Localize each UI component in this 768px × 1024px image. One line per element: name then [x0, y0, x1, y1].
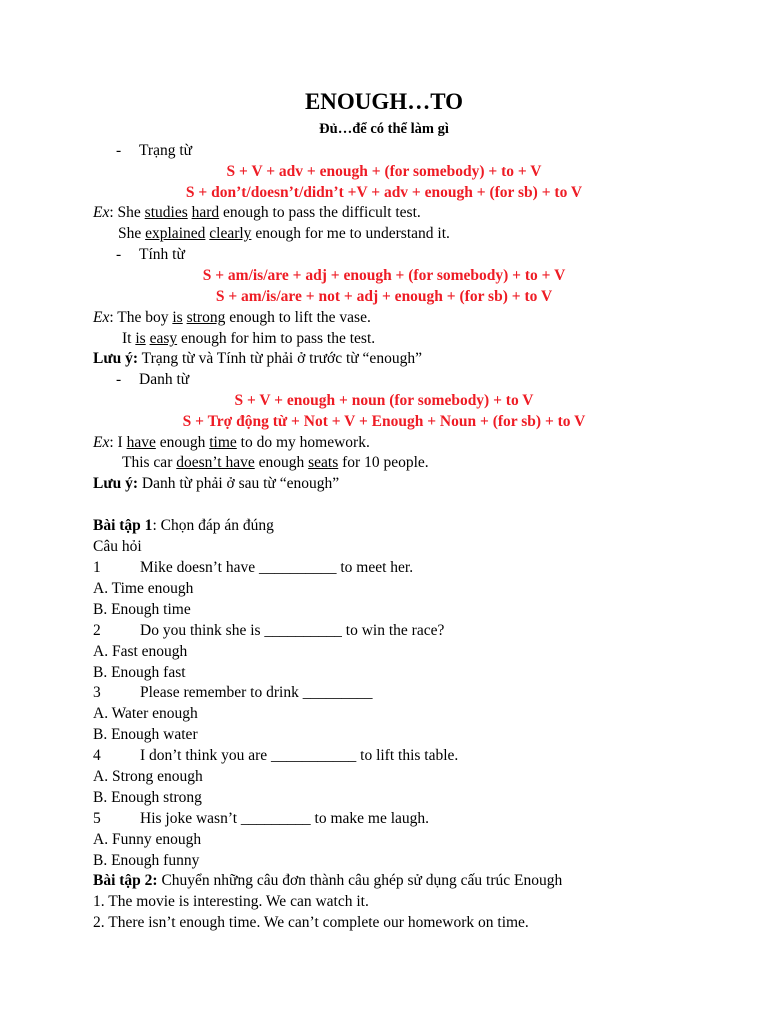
adjective-formula-positive: S + am/is/are + adj + enough + (for somebody) + to + V: [202, 267, 566, 284]
question-5-option-a: A. Funny enough: [93, 831, 202, 848]
question-2: 2 Do you think she is __________ to win the race?: [93, 622, 445, 639]
question-3-option-a: A. Water enough: [93, 705, 198, 722]
adjective-example-1: Ex: The boy is strong enough to lift the vase.: [93, 309, 371, 326]
exercise2-heading: Bài tập 2: Chuyển những câu đơn thành câu ghép sử dụng cấu trúc Enough: [93, 872, 563, 889]
noun-heading: - Danh từ: [116, 371, 190, 388]
adjective-note: Lưu ý: Trạng từ và Tính từ phải ở trước từ “enough”: [93, 350, 422, 367]
question-4-option-b: B. Enough strong: [93, 789, 202, 806]
exercise2-item-2: 2. There isn’t enough time. We can’t complete our homework on time.: [93, 914, 529, 931]
question-1-option-a: A. Time enough: [93, 580, 194, 597]
question-4: 4 I don’t think you are ___________ to lift this table.: [93, 747, 459, 764]
adverb-label: Trạng từ: [139, 142, 193, 159]
adverb-heading: - Trạng từ: [116, 142, 193, 159]
adverb-example-2: She explained clearly enough for me to understand it.: [118, 225, 450, 242]
question-3: 3 Please remember to drink _________: [93, 684, 373, 701]
adjective-formula-negative: S + am/is/are + not + adj + enough + (for sb) + to V: [215, 288, 553, 305]
adverb-formula-positive: S + V + adv + enough + (for somebody) + to + V: [226, 163, 542, 180]
adverb-formula-negative: S + don’t/doesn’t/didn’t +V + adv + enough + (for sb) + to V: [185, 184, 583, 201]
noun-note: Lưu ý: Danh từ phải ở sau từ “enough”: [93, 475, 340, 492]
question-2-option-b: B. Enough fast: [93, 664, 186, 681]
noun-example-2: This car doesn’t have enough seats for 10 people.: [122, 454, 429, 471]
question-5-option-b: B. Enough funny: [93, 852, 200, 869]
adverb-example-1: Ex: She studies hard enough to pass the difficult test.: [93, 204, 421, 221]
noun-formula-negative: S + Trợ động từ + Not + V + Enough + Noun + (for sb) + to V: [182, 413, 586, 430]
exercise1-heading: Bài tập 1: Chọn đáp án đúng: [93, 517, 274, 534]
adjective-heading: - Tính từ: [116, 246, 185, 263]
noun-formula-positive: S + V + enough + noun (for somebody) + to V: [234, 392, 534, 409]
exercise2-item-1: 1. The movie is interesting. We can watch it.: [93, 893, 369, 910]
adjective-example-2: It is easy enough for him to pass the test.: [122, 330, 376, 347]
question-4-option-a: A. Strong enough: [93, 768, 203, 785]
adjective-label: Tính từ: [139, 246, 185, 263]
exercise1-question-header: Câu hỏi: [93, 538, 142, 555]
question-2-option-a: A. Fast enough: [93, 643, 188, 660]
question-1: 1 Mike doesn’t have __________ to meet her.: [93, 559, 414, 576]
question-5: 5 His joke wasn’t _________ to make me laugh.: [93, 810, 430, 827]
page-title: ENOUGH…TO: [304, 89, 464, 114]
question-3-option-b: B. Enough water: [93, 726, 198, 743]
question-1-option-b: B. Enough time: [93, 601, 191, 618]
noun-example-1: Ex: I have enough time to do my homework.: [93, 434, 370, 451]
page-subtitle: Đủ…để có thể làm gì: [319, 121, 449, 137]
noun-label: Danh từ: [139, 371, 190, 388]
